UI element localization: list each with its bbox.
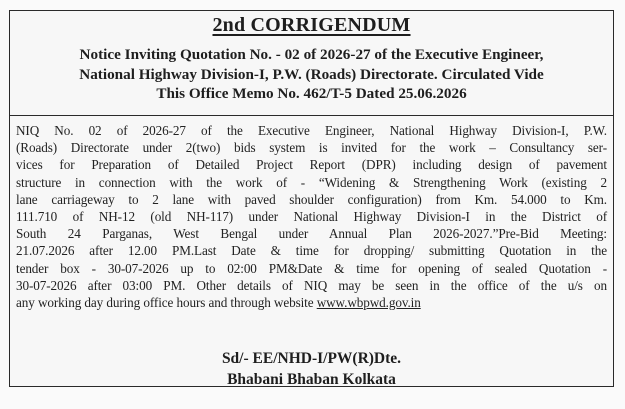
- body-line-last: [16, 294, 607, 311]
- notice-subject: [10, 45, 613, 104]
- body-line: 111.710 of NH-12 (old NH-117) under National Highway Division-I in the District of: [16, 209, 607, 225]
- signature-line-1: Sd/- EE/NHD-I/PW(R)Dte.: [221, 350, 402, 367]
- subject-line: National Highway Division-I, P.W. (Roads) Directorate. Circulated Vide: [79, 65, 544, 83]
- corrigendum-notice: [9, 10, 614, 387]
- signature-block: [10, 348, 613, 390]
- body-line: structure in connection with the work of - “Widening & Strengthening Work (existing 2: [16, 174, 607, 190]
- body-line: tender box - 30-07-2026 up to 02:00 PM&Date & time for opening of sealed Quotation -: [16, 260, 607, 276]
- website-link[interactable]: www.wbpwd.gov.in: [316, 295, 421, 311]
- body-line: vices for Preparation of Detailed Project Report (DPR) including design of pavement: [16, 157, 607, 173]
- notice-title: 2nd CORRIGENDUM: [212, 14, 411, 36]
- body-line: (Roads) Directorate under 2(two) bids system is invited for the work – Consultancy ser-: [16, 140, 607, 156]
- body-line: NIQ No. 02 of 2026-27 of the Executive Engineer, National Highway Division-I, P.W.: [16, 123, 607, 138]
- body-line: lane carriageway to 2 lane with paved shoulder configuration) from Km. 54.000 to Km.: [16, 191, 607, 207]
- body-line: South 24 Parganas, West Bengal under Annual Plan 2026-2027.”Pre-Bid Meeting:: [16, 226, 607, 242]
- subject-line: This Office Memo No. 462/T-5 Dated 25.06.2026: [156, 85, 467, 102]
- signature-line-2: Bhabani Bhaban Kolkata: [227, 371, 396, 388]
- subject-line: Notice Inviting Quotation No. - 02 of 2026-27 of the Executive Engineer,: [79, 46, 544, 63]
- notice-body-section: [10, 115, 613, 388]
- notice-title-wrapper: [10, 14, 613, 38]
- body-line: 21.07.2026 after 12.00 PM.Last Date & time for dropping/ submitting Quotation in the: [16, 243, 607, 259]
- body-line: 30-07-2026 after 03:00 PM. Other details of NIQ may be seen in the office of the u/s on: [16, 277, 607, 293]
- notice-body-text: [16, 122, 607, 311]
- body-last-line-text: any working day during office hours and through website: [16, 295, 317, 311]
